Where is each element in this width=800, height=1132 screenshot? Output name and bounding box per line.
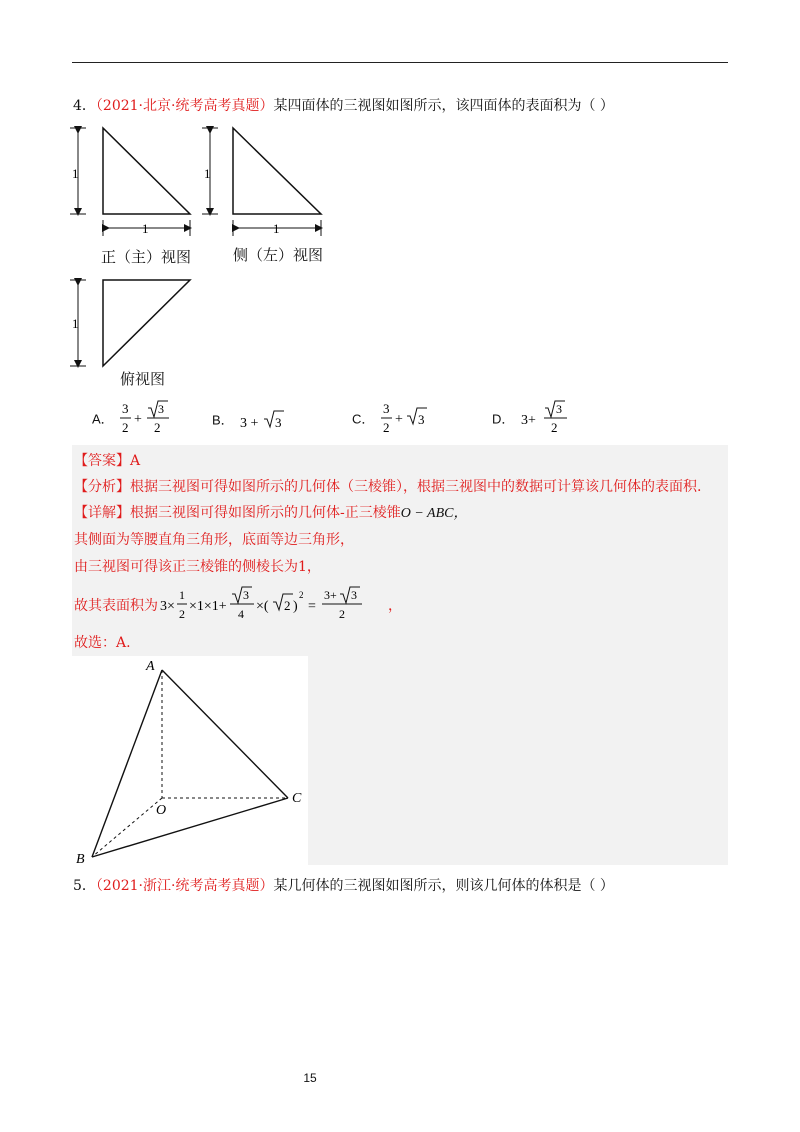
svg-text:3+: 3+ [520, 413, 536, 428]
detail-text: 根据三视图可得如图所示的几何体-正三棱锥 [130, 505, 401, 521]
top-height-label: 1 [72, 316, 79, 331]
answer-tag: 【答案】 [74, 453, 130, 469]
side-view-label: 侧（左）视图 [233, 246, 324, 264]
detail-line-4 [74, 584, 402, 626]
svg-text:2: 2 [299, 590, 304, 600]
detail-math: O − ABC， [400, 506, 468, 521]
svg-text:3: 3 [157, 402, 164, 416]
option-c-formula [379, 398, 429, 438]
svg-text:1: 1 [179, 588, 185, 602]
page-number: 15 [303, 1071, 317, 1085]
side-width-label: 1 [273, 221, 280, 236]
svg-text:=: = [308, 599, 316, 614]
area-formula [158, 584, 388, 626]
side-view [202, 128, 321, 236]
svg-text:2: 2 [382, 420, 390, 435]
svg-text:2: 2 [339, 607, 345, 621]
svg-text:2: 2 [550, 420, 558, 435]
front-view [70, 128, 190, 236]
header-rule [72, 62, 728, 63]
option-d[interactable] [492, 398, 581, 438]
svg-text:3 +: 3 + [239, 416, 259, 431]
analysis-tag: 【分析】 [74, 479, 130, 495]
svg-text:): ) [293, 599, 298, 614]
option-d-formula [519, 398, 581, 438]
front-width-label: 1 [142, 221, 149, 236]
svg-text:2: 2 [179, 607, 185, 621]
vertex-b-label: B [76, 852, 85, 866]
option-a[interactable] [92, 398, 178, 438]
area-suffix: ， [388, 598, 402, 614]
analysis-line [74, 476, 701, 496]
side-height-label: 1 [204, 166, 211, 181]
svg-text:3: 3 [351, 588, 357, 602]
question-source: （2021·北京·统考高考真题） [95, 98, 274, 114]
answer-line [74, 450, 140, 470]
svg-text:3: 3 [555, 402, 562, 416]
question-source: （2021·浙江·统考高考真题） [95, 878, 274, 894]
detail-line [74, 502, 467, 522]
option-a-label: A． [92, 411, 114, 427]
front-view-label: 正（主）视图 [101, 248, 192, 266]
svg-text:3: 3 [243, 588, 249, 602]
detail-line-3: 由三视图可得该正三棱锥的侧棱长为1， [74, 559, 321, 575]
svg-text:×(: ×( [256, 599, 269, 614]
svg-text:2: 2 [153, 420, 161, 435]
answer-value: A [130, 453, 141, 469]
svg-text:3: 3 [417, 412, 425, 427]
option-c[interactable] [352, 398, 429, 438]
question-text: 某几何体的三视图如图所示，则该几何体的体积是（ ） [273, 878, 614, 894]
svg-text:2: 2 [284, 598, 291, 613]
question-5 [73, 876, 614, 896]
question-text: 某四面体的三视图如图所示，该四面体的表面积为（ ） [273, 98, 614, 114]
top-view [70, 280, 190, 366]
option-c-label: C． [352, 411, 375, 427]
vertex-c-label: C [292, 791, 302, 806]
svg-text:×1×1+: ×1×1+ [189, 599, 227, 614]
question-4 [73, 96, 614, 116]
detail-tag: 【详解】 [74, 505, 130, 521]
svg-text:3: 3 [121, 401, 129, 416]
svg-text:+: + [133, 412, 142, 427]
detail-line-2: 其侧面为等腰直角三角形，底面等边三角形， [74, 532, 354, 548]
area-prefix: 故其表面积为 [74, 598, 158, 614]
option-b-formula [238, 405, 288, 433]
detail-line-5: 故选：A. [74, 635, 131, 651]
option-b-label: B． [212, 412, 234, 428]
question-number: 4． [73, 98, 96, 114]
option-b[interactable] [212, 405, 288, 433]
svg-text:3+: 3+ [324, 588, 337, 602]
svg-text:+: + [394, 412, 403, 427]
svg-text:3×: 3× [160, 599, 175, 614]
top-view-label: 俯视图 [120, 370, 166, 388]
vertex-o-label: O [156, 803, 167, 818]
svg-text:4: 4 [238, 607, 244, 621]
svg-text:3: 3 [274, 415, 282, 430]
analysis-text: 根据三视图可得如图所示的几何体（三棱锥），根据三视图中的数据可计算该几何体的表面积. [130, 479, 702, 495]
question-number: 5． [73, 878, 96, 894]
svg-text:2: 2 [121, 420, 129, 435]
svg-text:3: 3 [382, 401, 390, 416]
vertex-a-label: A [146, 659, 155, 674]
option-d-label: D． [492, 411, 515, 427]
option-a-formula [118, 398, 178, 438]
front-height-label: 1 [72, 166, 79, 181]
pyramid-figure [72, 656, 308, 866]
